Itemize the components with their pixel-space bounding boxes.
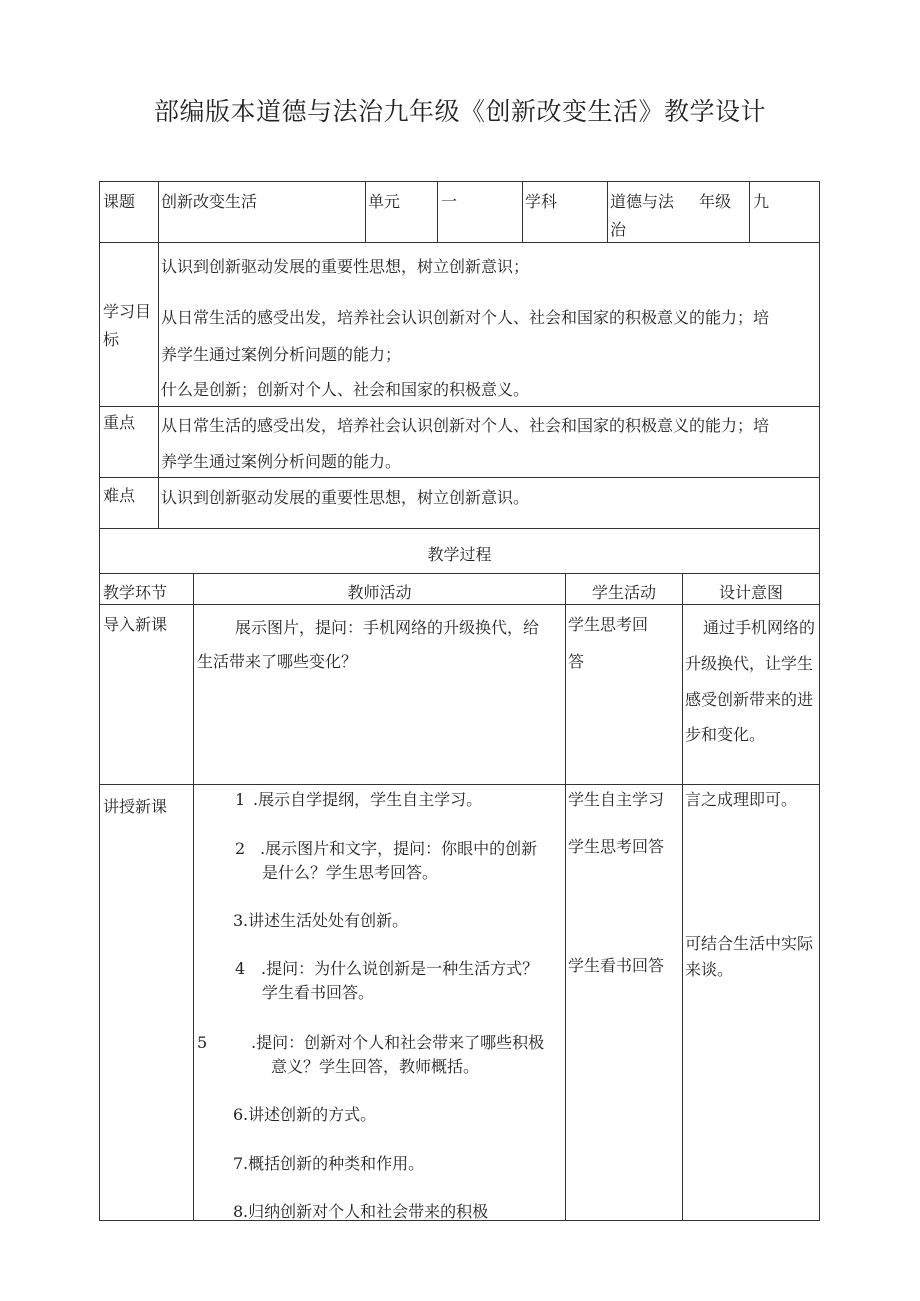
item-6-number: 6: [233, 1105, 244, 1124]
intro-intent-line-2: 升级换代，让学生: [685, 654, 814, 673]
lesson-plan-table: [99, 181, 820, 1221]
intro-intent-line-1: 通过手机网络的: [703, 618, 816, 637]
intro-teacher-line-2: 生活带来了哪些变化？: [197, 652, 358, 671]
item-3-text: .讲述生活处处有创新。: [243, 911, 409, 930]
difficulty-label: 难点: [103, 486, 136, 505]
item-6-text: .讲述创新的方式。: [243, 1105, 377, 1124]
intro-intent-line-4: 步和变化。: [685, 725, 766, 744]
subject-value-cont: 治: [610, 220, 627, 239]
item-5-number: 5: [197, 1033, 208, 1052]
difficulty-text: 认识到创新驱动发展的重要性思想，树立创新意识。: [161, 488, 530, 507]
item-8-number: 8: [233, 1202, 244, 1221]
goals-label: 学习目: [103, 302, 152, 321]
grade-value: 九: [753, 192, 770, 211]
intro-stage: 导入新课: [103, 615, 168, 634]
item-1-number: 1: [235, 790, 246, 809]
item-2-number: 2: [235, 839, 246, 858]
unit-value: 一: [441, 192, 458, 211]
lecture-student-2: 学生思考回答: [568, 837, 665, 856]
lecture-intent-1: 言之成理即可。: [685, 790, 798, 809]
goals-line-1: 认识到创新驱动发展的重要性思想，树立创新意识；: [161, 257, 530, 276]
goals-line-4: 什么是创新；创新对个人、社会和国家的积极意义。: [161, 380, 530, 399]
subject-label: 学科: [525, 192, 558, 211]
lecture-student-3: 学生看书回答: [568, 956, 665, 975]
item-7-number: 7: [233, 1154, 244, 1173]
key-line-1: 从日常生活的感受出发，培养社会认识创新对个人、社会和国家的积极意义的能力；培: [161, 416, 770, 435]
lecture-intent-3: 来谈。: [685, 960, 734, 979]
item-7-text: .概括创新的种类和作用。: [243, 1154, 425, 1173]
topic-label: 课题: [103, 192, 136, 211]
unit-label: 单元: [368, 192, 401, 211]
page-title: 部编版本道德与法治九年级《创新改变生活》教学设计: [153, 97, 766, 126]
item-5-text: .提问：创新对个人和社会带来了哪些积极: [251, 1033, 545, 1052]
goals-line-3: 养学生通过案例分析问题的能力；: [161, 345, 402, 364]
lecture-intent-2: 可结合生活中实际: [685, 934, 814, 953]
item-8-text: .归纳创新对个人和社会带来的积极: [243, 1202, 489, 1221]
col-student: 学生活动: [591, 583, 656, 602]
item-4-text-cont: 学生看书回答。: [262, 983, 375, 1002]
intro-teacher-line-1: 展示图片，提问：手机网络的升级换代，给: [235, 618, 540, 637]
item-1-text: .展示自学提纲，学生自主学习。: [253, 790, 483, 809]
process-heading: 教学过程: [427, 545, 492, 564]
intro-student-line-2: 答: [568, 652, 585, 671]
lecture-student-1: 学生自主学习: [568, 790, 665, 809]
key-label: 重点: [103, 413, 136, 432]
col-teacher: 教师活动: [347, 583, 412, 602]
subject-value: 道德与法: [610, 192, 675, 211]
key-line-2: 养学生通过案例分析问题的能力。: [161, 452, 402, 471]
intro-student-line-1: 学生思考回: [568, 615, 649, 634]
item-2-text-cont: 是什么？学生思考回答。: [262, 863, 439, 882]
topic-value: 创新改变生活: [161, 192, 258, 211]
col-intent: 设计意图: [718, 583, 783, 602]
intro-intent-line-3: 感受创新带来的进: [685, 690, 814, 709]
item-4-text: .提问：为什么说创新是一种生活方式？: [261, 959, 539, 978]
lecture-stage: 讲授新课: [103, 797, 168, 816]
grade-label: 年级: [699, 192, 732, 211]
item-3-number: 3: [233, 911, 244, 930]
col-stage: 教学环节: [103, 583, 168, 602]
goals-line-2: 从日常生活的感受出发，培养社会认识创新对个人、社会和国家的积极意义的能力；培: [161, 308, 770, 327]
item-2-text: .展示图片和文字，提问：你眼中的创新: [260, 839, 538, 858]
item-4-number: 4: [235, 959, 246, 978]
item-5-text-cont: 意义？学生回答，教师概括。: [271, 1057, 480, 1076]
goals-label-cont: 标: [103, 330, 120, 349]
